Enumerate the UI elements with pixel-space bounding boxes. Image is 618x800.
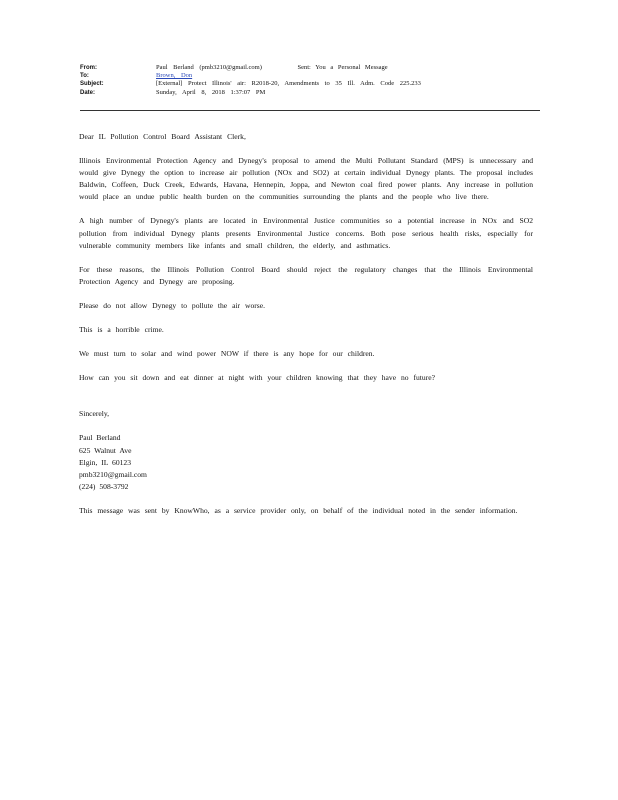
paragraph-5: This is a horrible crime. [79, 325, 164, 335]
signature-phone: (224) 508-3792 [79, 481, 129, 491]
header-divider [80, 110, 540, 111]
subject-row [80, 80, 540, 88]
closing: Sincerely, [79, 409, 110, 419]
footer-notice: This message was sent by KnowWho, as a service provider only, on behalf of the individual noted in the sender information. [79, 505, 518, 515]
signature-email: pmb3210@gmail.com [79, 469, 147, 479]
date-value: Sunday, April 8, 2018 1:37:07 PM [156, 88, 266, 96]
salutation: Dear IL Pollution Control Board Assistant Clerk, [79, 132, 246, 141]
subject-value: [External] Protect Illinois' air: R2018-20, Amendments to 35 Ill. Adm. Code 225.233 [156, 80, 421, 88]
signature-name: Paul Berland [79, 433, 121, 443]
sent-value: Sent: You a Personal Message [297, 64, 388, 71]
paragraph-1: Illinois Environmental Protection Agency and Dynegy's proposal to amend the Multi Pollutant Standard (MPS) is unnecessary and would give Dynegy the option to increase air pollution (NOx and SO2) at certain individual Dynegy plants. The proposal includes Baldwin, Coffeen, Duck Creek, Edwards, Havana, Hennepin, Joppa, and Newton coal fired power plants. Any increase in pollution would place an undue public health burden on the communities surrounding the plants and the people who live there. [79, 156, 533, 202]
email-header [80, 64, 540, 97]
date-label: Date: [80, 89, 96, 96]
letter-body [79, 131, 533, 517]
paragraph-2: A high number of Dynegy's plants are located in Environmental Justice communities so a potential increase in NOx and SO2 pollution from individual Dynegy plants presents Environmental Justice concerns. Both pose serious health risks, especially for vulnerable community members like infants and small children, the elderly, and asthmatics. [79, 216, 533, 250]
paragraph-3: For these reasons, the Illinois Pollution Control Board should reject the regulatory changes that the Illinois Environmental Protection Agency and Dynegy are proposing. [79, 264, 533, 286]
paragraph-7: How can you sit down and eat dinner at night with your children knowing that they have no future? [79, 373, 435, 383]
to-label: To: [80, 73, 89, 80]
from-row [80, 64, 540, 72]
to-row [80, 72, 540, 80]
from-value: Paul Berland (pmb3210@gmail.com) [156, 64, 262, 71]
to-recipient-link[interactable]: Brown, Don [156, 72, 193, 80]
date-row [80, 89, 540, 97]
signature-street: 625 Walnut Ave [79, 445, 132, 455]
paragraph-4: Please do not allow Dynegy to pollute the air worse. [79, 300, 266, 310]
signature-block [79, 432, 533, 492]
subject-label: Subject: [80, 81, 104, 88]
signature-city: Elgin, IL 60123 [79, 457, 132, 467]
paragraph-6: We must turn to solar and wind power NOW if there is any hope for our children. [79, 349, 375, 359]
from-label: From: [80, 65, 97, 71]
